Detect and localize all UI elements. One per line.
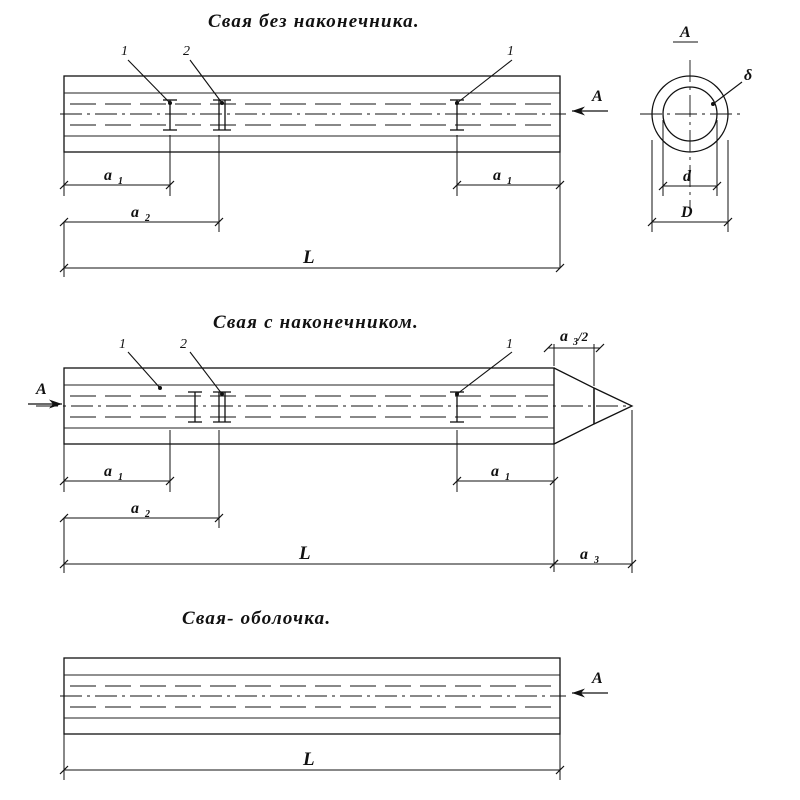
dim-a1-left-middle: [64, 430, 170, 492]
dim-a3-half-label: a: [560, 328, 568, 345]
view-pile-shell: [60, 658, 608, 780]
dim-a1-left-sub: 1: [118, 176, 123, 187]
dim-a1-left-middle-label: a: [104, 463, 112, 480]
dim-a1-right-sub: 1: [507, 176, 512, 187]
section-arrow-label-bottom: A: [592, 670, 603, 687]
section-title-a: A: [680, 24, 691, 41]
leader-1-left: [128, 60, 170, 103]
dim-L-top: [64, 222, 560, 277]
dim-L-bottom: [64, 734, 560, 780]
section-arrow-a-top: [572, 88, 608, 111]
dim-a2-middle-label: a: [131, 500, 139, 517]
dim-a1-left-top: [64, 135, 170, 196]
callout-2: 2: [183, 44, 190, 59]
dim-a2-top: [64, 135, 219, 232]
dim-L-label-middle: L: [299, 543, 312, 564]
leader2-1-left: [128, 352, 160, 388]
view-pile-with-tip: [28, 328, 632, 573]
dim-a2-middle: [64, 430, 219, 528]
section-arrow-a-middle: [28, 381, 62, 404]
leader-delta: [713, 82, 742, 104]
dim-a1-right-label: a: [493, 167, 501, 184]
dim-a2-sub: 2: [145, 213, 150, 224]
section-arrow-a-bottom: [572, 670, 608, 693]
dim-a1-left-middle-sub: 1: [118, 472, 123, 483]
callout-1-left: 1: [121, 44, 128, 59]
view-section-a-a: [640, 24, 752, 232]
dim-L-middle: [64, 518, 554, 573]
dim-a1-right-middle: [457, 430, 554, 572]
dim-a3: [554, 410, 632, 573]
section-arrow-label-middle: A: [36, 381, 47, 398]
view-pile-without-tip: [60, 44, 608, 277]
leader2-2: [190, 352, 222, 394]
leader-2: [190, 60, 222, 103]
callout2-1-left: 1: [119, 337, 126, 352]
dim-a3-label: a: [580, 546, 588, 563]
dim-D-text: D: [681, 204, 693, 221]
dim-a3-half-div: /2: [578, 329, 589, 344]
dim-a2-middle-sub: 2: [145, 509, 150, 520]
title-pile-shell: Свая- оболочка.: [182, 608, 332, 629]
section-arrow-label-top: A: [592, 88, 603, 105]
callout2-2: 2: [180, 337, 187, 352]
title-pile-with-tip: Свая с наконечником.: [213, 312, 419, 333]
dim-L-label-bottom: L: [303, 749, 316, 770]
dim-a1-left-label: a: [104, 167, 112, 184]
dim-a3-sub: 3: [594, 555, 599, 566]
leader-1-right: [457, 60, 512, 103]
dim-a1-right-middle-sub: 1: [505, 472, 510, 483]
callout2-1-right: 1: [506, 337, 513, 352]
leader2-1-right: [457, 352, 512, 394]
dim-d-text: d: [683, 168, 691, 185]
title-pile-without-tip: Свая без наконечника.: [208, 11, 420, 32]
dim-a3-half-sub: 3: [573, 337, 578, 348]
dim-L-label-top: L: [303, 247, 316, 268]
callout-1-right: 1: [507, 44, 514, 59]
dim-a2-label: a: [131, 204, 139, 221]
dim-a1-right-middle-label: a: [491, 463, 499, 480]
dim-a1-right-top: [457, 135, 560, 268]
dim-delta-label: δ: [744, 67, 753, 84]
